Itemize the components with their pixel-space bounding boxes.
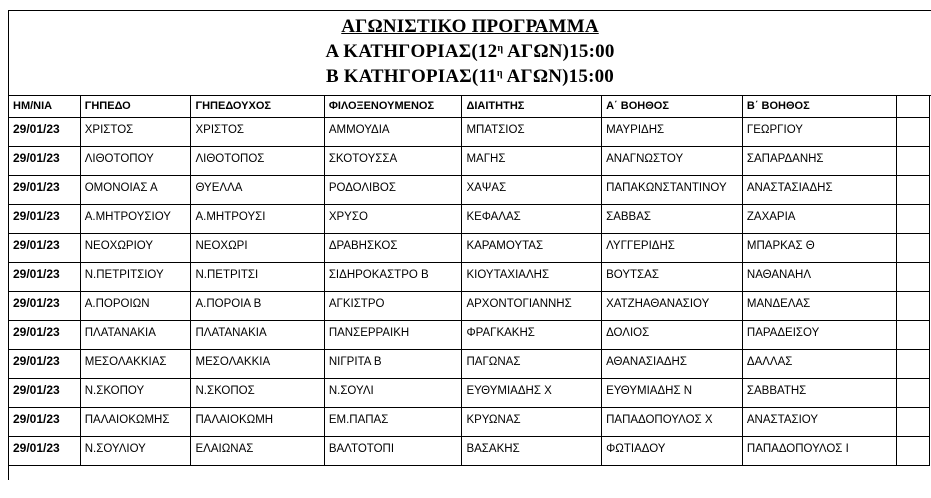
document-title: ΑΓΩΝΙΣΤΙΚΟ ΠΡΟΓΡΑΜΜΑ [341, 16, 599, 37]
table-row [9, 175, 930, 204]
home-team-cell: ΝΕΟΧΩΡΙ [191, 233, 324, 262]
table-row [9, 436, 930, 465]
stadium-cell: Ν.ΣΚΟΠΟΥ [80, 378, 191, 407]
home-team-cell: Ν.ΣΚΟΠΟΣ [191, 378, 324, 407]
table-row [9, 407, 930, 436]
home-team-cell: ΛΙΘΟΤΟΠΟΣ [191, 146, 324, 175]
category-a-time: ΑΓΩΝ)15:00 [503, 41, 615, 62]
extra-cell [897, 320, 930, 349]
extra-cell [897, 146, 930, 175]
home-team-cell: Α.ΜΗΤΡΟΥΣΙ [191, 204, 324, 233]
assistant-2-cell: ΖΑΧΑΡΙΑ [742, 204, 896, 233]
referee-cell: ΦΡΑΓΚΑΚΗΣ [462, 320, 602, 349]
date-cell: 29/01/23 [9, 117, 81, 146]
referee-cell: ΚΕΦΑΛΑΣ [462, 204, 602, 233]
extra-cell [897, 117, 930, 146]
referee-cell: ΜΠΑΤΣΙΟΣ [462, 117, 602, 146]
table-row [9, 291, 930, 320]
away-team-cell: ΒΑΛΤΟΤΟΠΙ [324, 436, 462, 465]
category-a-line [9, 38, 931, 63]
date-cell: 29/01/23 [9, 407, 81, 436]
table-row [9, 146, 930, 175]
match-schedule-table [8, 96, 930, 466]
assistant-1-cell: ΧΑΤΖΗΑΘΑΝΑΣΙΟΥ [602, 291, 743, 320]
assistant-2-cell: ΣΑΒΒΑΤΗΣ [742, 378, 896, 407]
stadium-cell: ΠΑΛΑΙΟΚΩΜΗΣ [80, 407, 191, 436]
assistant-2-cell: ΜΑΝΔΕΛΑΣ [742, 291, 896, 320]
assistant-2-cell: ΔΑΛΛΑΣ [742, 349, 896, 378]
assistant-2-cell: ΝΑΘΑΝΑΗΛ [742, 262, 896, 291]
extra-cell [897, 378, 930, 407]
referee-cell: ΜΑΓΗΣ [462, 146, 602, 175]
header-referee: ΔΙΑΙΤΗΤΗΣ [462, 96, 602, 117]
title-block [9, 11, 931, 96]
assistant-1-cell: ΠΑΠΑΚΩΝΣΤΑΝΤΙΝΟΥ [602, 175, 743, 204]
away-team-cell: ΑΓΚΙΣΤΡΟ [324, 291, 462, 320]
away-team-cell: ΣΚΟΤΟΥΣΣΑ [324, 146, 462, 175]
category-b-time: ΑΓΩΝ)15:00 [502, 66, 615, 87]
schedule-sheet [8, 10, 931, 480]
assistant-1-cell: ΠΑΠΑΔΟΠΟΥΛΟΣ Χ [602, 407, 743, 436]
stadium-cell: Ν.ΣΟΥΛΙΟΥ [80, 436, 191, 465]
referee-cell: ΑΡΧΟΝΤΟΓΙΑΝΝΗΣ [462, 291, 602, 320]
away-team-cell: ΝΙΓΡΙΤΑ Β [324, 349, 462, 378]
home-team-cell: ΠΛΑΤΑΝΑΚΙΑ [191, 320, 324, 349]
assistant-2-cell: ΠΑΡΑΔΕΙΣΟΥ [742, 320, 896, 349]
assistant-2-cell: ΣΑΠΑΡΔΑΝΗΣ [742, 146, 896, 175]
home-team-cell: ΘΥΕΛΛΑ [191, 175, 324, 204]
home-team-cell: Α.ΠΟΡΟΙΑ Β [191, 291, 324, 320]
stadium-cell: ΟΜΟΝΟΙΑΣ Α [80, 175, 191, 204]
away-team-cell: ΣΙΔΗΡΟΚΑΣΤΡΟ Β [324, 262, 462, 291]
referee-cell: ΚΡΥΩΝΑΣ [462, 407, 602, 436]
header-home-team: ΓΗΠΕΔΟΥΧΟΣ [191, 96, 324, 117]
date-cell: 29/01/23 [9, 262, 81, 291]
date-cell: 29/01/23 [9, 378, 81, 407]
category-b-text: Β ΚΑΤΗΓΟΡΙΑΣ(11 [325, 66, 497, 87]
assistant-1-cell: ΑΝΑΓΝΩΣΤΟΥ [602, 146, 743, 175]
referee-cell: ΚΙΟΥΤΑΧΙΑΛΗΣ [462, 262, 602, 291]
assistant-1-cell: ΕΥΘΥΜΙΑΔΗΣ Ν [602, 378, 743, 407]
date-cell: 29/01/23 [9, 436, 81, 465]
home-team-cell: ΜΕΣΟΛΑΚΚΙΑ [191, 349, 324, 378]
category-a-text: Α ΚΑΤΗΓΟΡΙΑΣ(12 [325, 41, 498, 62]
header-extra [897, 96, 930, 117]
table-row [9, 349, 930, 378]
referee-cell: ΕΥΘΥΜΙΑΔΗΣ Χ [462, 378, 602, 407]
referee-cell: ΠΑΓΩΝΑΣ [462, 349, 602, 378]
assistant-1-cell: ΦΩΤΙΑΔΟΥ [602, 436, 743, 465]
category-b-ordinal: η [496, 68, 503, 79]
away-team-cell: ΕΜ.ΠΑΠΑΣ [324, 407, 462, 436]
extra-cell [897, 349, 930, 378]
extra-cell [897, 436, 930, 465]
date-cell: 29/01/23 [9, 146, 81, 175]
header-assistant-2: Β΄ ΒΟΗΘΟΣ [742, 96, 896, 117]
away-team-cell: ΑΜΜΟΥΔΙΑ [324, 117, 462, 146]
stadium-cell: Α.ΜΗΤΡΟΥΣΙΟΥ [80, 204, 191, 233]
assistant-2-cell: ΓΕΩΡΓΙΟΥ [742, 117, 896, 146]
referee-cell: ΒΑΣΑΚΗΣ [462, 436, 602, 465]
date-cell: 29/01/23 [9, 175, 81, 204]
date-cell: 29/01/23 [9, 233, 81, 262]
stadium-cell: Α.ΠΟΡΟΙΩΝ [80, 291, 191, 320]
date-cell: 29/01/23 [9, 349, 81, 378]
stadium-cell: ΜΕΣΟΛΑΚΚΙΑΣ [80, 349, 191, 378]
away-team-cell: Ν.ΣΟΥΛΙ [324, 378, 462, 407]
assistant-2-cell: ΑΝΑΣΤΑΣΙΑΔΗΣ [742, 175, 896, 204]
table-row [9, 262, 930, 291]
assistant-2-cell: ΑΝΑΣΤΑΣΙΟΥ [742, 407, 896, 436]
table-row [9, 378, 930, 407]
category-b-line [9, 63, 931, 88]
stadium-cell: ΧΡΙΣΤΟΣ [80, 117, 191, 146]
extra-cell [897, 262, 930, 291]
away-team-cell: ΠΑΝΣΕΡΡΑΙΚΗ [324, 320, 462, 349]
category-a-ordinal: η [497, 43, 504, 54]
away-team-cell: ΡΟΔΟΛΙΒΟΣ [324, 175, 462, 204]
home-team-cell: ΠΑΛΑΙΟΚΩΜΗ [191, 407, 324, 436]
assistant-2-cell: ΜΠΑΡΚΑΣ Θ [742, 233, 896, 262]
extra-cell [897, 407, 930, 436]
date-cell: 29/01/23 [9, 291, 81, 320]
header-away-team: ΦΙΛΟΞΕΝΟΥΜΕΝΟΣ [324, 96, 462, 117]
assistant-1-cell: ΣΑΒΒΑΣ [602, 204, 743, 233]
assistant-1-cell: ΔΟΛΙΟΣ [602, 320, 743, 349]
extra-cell [897, 204, 930, 233]
away-team-cell: ΧΡΥΣΟ [324, 204, 462, 233]
assistant-1-cell: ΜΑΥΡΙΔΗΣ [602, 117, 743, 146]
extra-cell [897, 233, 930, 262]
assistant-1-cell: ΛΥΓΓΕΡΙΔΗΣ [602, 233, 743, 262]
home-team-cell: ΕΛΑΙΩΝΑΣ [191, 436, 324, 465]
referee-cell: ΚΑΡΑΜΟΥΤΑΣ [462, 233, 602, 262]
home-team-cell: ΧΡΙΣΤΟΣ [191, 117, 324, 146]
extra-cell [897, 175, 930, 204]
header-assistant-1: Α΄ ΒΟΗΘΟΣ [602, 96, 743, 117]
table-body [9, 117, 930, 465]
assistant-2-cell: ΠΑΠΑΔΟΠΟΥΛΟΣ Ι [742, 436, 896, 465]
away-team-cell: ΔΡΑΒΗΣΚΟΣ [324, 233, 462, 262]
table-row [9, 204, 930, 233]
table-row [9, 117, 930, 146]
date-cell: 29/01/23 [9, 320, 81, 349]
date-cell: 29/01/23 [9, 204, 81, 233]
stadium-cell: ΠΛΑΤΑΝΑΚΙΑ [80, 320, 191, 349]
stadium-cell: ΛΙΘΟΤΟΠΟΥ [80, 146, 191, 175]
table-header-row [9, 96, 930, 117]
assistant-1-cell: ΒΟΥΤΣΑΣ [602, 262, 743, 291]
referee-cell: ΧΑΨΑΣ [462, 175, 602, 204]
assistant-1-cell: ΑΘΑΝΑΣΙΑΔΗΣ [602, 349, 743, 378]
home-team-cell: Ν.ΠΕΤΡΙΤΣΙ [191, 262, 324, 291]
header-date: ΗΜ/ΝΙΑ [9, 96, 81, 117]
stadium-cell: Ν.ΠΕΤΡΙΤΣΙΟΥ [80, 262, 191, 291]
table-row [9, 320, 930, 349]
stadium-cell: ΝΕΟΧΩΡΙΟΥ [80, 233, 191, 262]
table-row [9, 233, 930, 262]
header-stadium: ΓΗΠΕΔΟ [80, 96, 191, 117]
extra-cell [897, 291, 930, 320]
